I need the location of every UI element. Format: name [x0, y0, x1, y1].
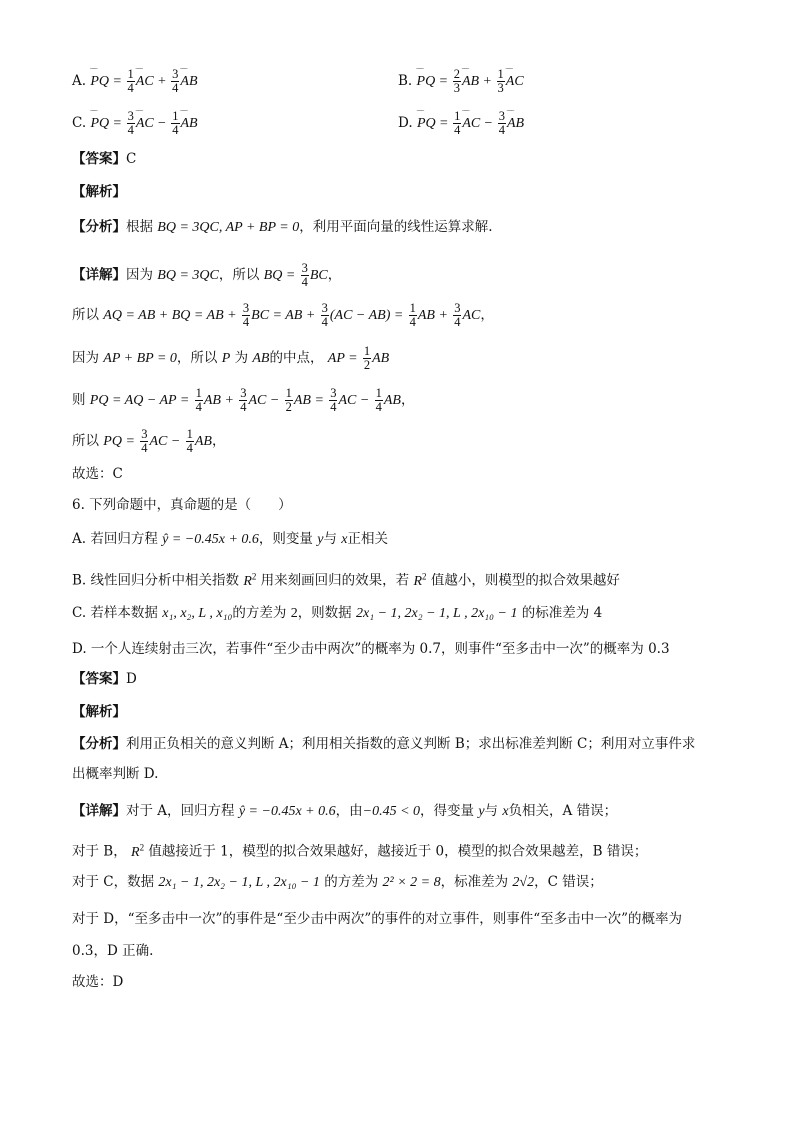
text: B. 线性回归分析中相关指数	[72, 572, 240, 589]
fraction	[239, 387, 247, 414]
numerator: 1	[409, 301, 416, 315]
q5-analysis-label	[72, 183, 126, 201]
denominator: 4	[172, 81, 179, 95]
text: 则	[72, 392, 86, 408]
equals: =	[113, 116, 122, 131]
q6-detail-b	[72, 838, 647, 862]
numerator: 3	[240, 386, 247, 400]
q6-option-a	[72, 530, 388, 549]
fenxi-label: 【分析】	[72, 736, 126, 752]
denominator: 4	[330, 400, 337, 414]
text: 的方差为	[324, 874, 379, 890]
q6-detail-d-1	[72, 910, 682, 928]
analysis-label: 【解析】	[72, 704, 126, 720]
vector-ab: ‾‾‾ AB	[462, 73, 479, 91]
math: PQ =	[103, 434, 135, 449]
text: ，C 错误；	[534, 874, 603, 890]
text: C. 若样本数据	[72, 605, 158, 621]
text: 负相关，A 错误；	[508, 803, 618, 819]
fraction	[321, 302, 329, 329]
math: P	[221, 351, 231, 366]
denominator: 4	[127, 81, 134, 95]
text: 正相关	[347, 531, 388, 547]
text: 对于 B，	[72, 843, 127, 860]
text: 为	[234, 350, 249, 366]
fraction	[453, 302, 461, 329]
q5-detail-line-3	[72, 345, 389, 372]
q5-detail-line-4	[72, 387, 414, 414]
text: 对于 D，“至多击中一次”的事件是“至少击中两次”的事件的对立事件，则事件“至多击中一次”的概率为	[72, 911, 683, 927]
numerator: 2	[453, 67, 460, 81]
fraction	[285, 387, 293, 414]
sample-data: x₁, x₂, L , x₁₀	[162, 606, 233, 621]
option-a-label: A.	[72, 73, 87, 89]
answer-label: 【答案】	[72, 671, 126, 687]
vector-equations: BQ = 3QC, AP + BP = 0	[157, 220, 300, 235]
fraction	[140, 428, 148, 455]
denominator: 4	[195, 400, 202, 414]
text: 与	[484, 803, 499, 819]
fraction	[409, 302, 417, 329]
vector-ac: ‾‾‾ AC	[462, 115, 480, 133]
exponent: 2	[251, 571, 257, 581]
vector-ac: ‾‾‾ AC	[136, 73, 154, 91]
detail-label: 【详解】	[72, 267, 126, 283]
numerator: 1	[454, 109, 461, 123]
fraction	[195, 387, 203, 414]
var-y: y	[317, 532, 324, 547]
numerator: 1	[127, 67, 134, 81]
number: 2	[290, 606, 298, 621]
text: ，	[480, 307, 494, 323]
vector-pq: ‾‾‾ PQ	[417, 73, 436, 91]
text: 用来刻画回归的效果，若	[260, 572, 410, 589]
math: PQ = AQ − AP =	[89, 393, 190, 408]
vector-ac: ‾‾‾ AC	[506, 73, 524, 91]
denominator: 4	[301, 275, 308, 289]
q6-option-d	[72, 640, 670, 658]
option-b-label: B.	[398, 73, 413, 89]
analysis-label: 【解析】	[72, 184, 126, 200]
numerator: 1	[285, 386, 292, 400]
math: AB =	[293, 393, 324, 408]
text: 出概率判断 D.	[72, 766, 159, 782]
text: 的标准差为 4	[521, 605, 603, 621]
text: ，利用平面向量的线性运算求解.	[299, 219, 493, 235]
math: AP + BP = 0	[103, 351, 177, 366]
text: ，由	[335, 803, 363, 819]
text: 的中点，	[269, 350, 324, 366]
math: (AC − AB) =	[329, 308, 404, 323]
var-y: y	[478, 804, 485, 819]
numerator: 1	[375, 386, 382, 400]
exponent: 2	[139, 842, 145, 852]
q5-choose	[72, 465, 123, 483]
denominator: 4	[375, 400, 382, 414]
denominator: 3	[453, 81, 460, 95]
equals: =	[439, 74, 448, 89]
denominator: 4	[498, 123, 505, 137]
operator: −	[484, 116, 493, 131]
math: AP =	[327, 351, 358, 366]
q5-detail-line-5	[72, 428, 225, 455]
vector-ab: ‾‾‾ AB	[507, 115, 524, 133]
numerator: 3	[454, 301, 461, 315]
text: ，所以	[218, 267, 260, 283]
text: 所以	[72, 307, 99, 323]
std-dev: 2√2	[512, 875, 535, 890]
numerator: 1	[363, 344, 371, 358]
math: AB +	[203, 393, 234, 408]
q6-stem	[72, 496, 292, 514]
text: 根据	[126, 219, 153, 235]
numerator: 3	[172, 67, 179, 81]
denominator: 4	[186, 441, 193, 455]
numerator: 1	[186, 427, 193, 441]
numerator: 3	[330, 386, 337, 400]
math: AQ = AB + BQ = AB +	[103, 308, 237, 323]
question-stem: 6. 下列命题中，真命题的是（ ）	[72, 497, 292, 513]
fraction	[127, 68, 135, 95]
operator: +	[157, 74, 166, 89]
equals: =	[113, 74, 122, 89]
q5-answer	[72, 150, 136, 168]
fraction	[329, 387, 337, 414]
math: AB	[372, 351, 390, 366]
fraction	[127, 110, 135, 137]
text: ，则变量	[258, 531, 313, 547]
var-x: x	[502, 804, 509, 819]
option-c	[72, 110, 198, 137]
exponent: 2	[422, 571, 427, 581]
numerator: 3	[321, 301, 328, 315]
denominator: 2	[363, 358, 371, 372]
transformed-data: 2x₁ − 1, 2x₂ − 1, L , 2x₁₀ − 1	[355, 606, 518, 621]
numerator: 3	[127, 109, 134, 123]
text: 值越小，则模型的拟合效果越好	[430, 572, 620, 589]
q6-answer	[72, 670, 137, 688]
text: 所以	[72, 433, 99, 449]
q6-option-b	[72, 567, 620, 591]
denominator: 4	[454, 315, 461, 329]
vector-pq: ‾‾‾ PQ	[90, 73, 109, 91]
math: AB	[383, 393, 401, 408]
denominator: 4	[127, 123, 134, 137]
q6-fenxi-1	[72, 735, 695, 753]
math: AB +	[417, 308, 448, 323]
text: 与	[323, 531, 337, 547]
math: −0.45 < 0	[362, 804, 421, 819]
text: ，得变量	[420, 803, 475, 819]
q5-fenxi	[72, 218, 493, 237]
text: 对于 A，回归方程	[126, 803, 235, 819]
denominator: 3	[497, 81, 504, 95]
math: AC −	[338, 393, 370, 408]
var-x: x	[341, 532, 348, 547]
math: BC = AB +	[251, 308, 316, 323]
fenxi-label: 【分析】	[72, 219, 126, 235]
fraction	[498, 110, 506, 137]
option-c-label: C.	[72, 115, 87, 131]
q6-analysis-label	[72, 703, 126, 721]
vector-pq: ‾‾‾ PQ	[90, 115, 109, 133]
q5-detail-line-2	[72, 302, 494, 329]
regression-equation: ŷ = −0.45x + 0.6	[162, 532, 259, 547]
denominator: 2	[285, 400, 292, 414]
variance: 2² × 2 = 8	[382, 875, 441, 890]
denominator: 4	[240, 400, 247, 414]
answer-label: 【答案】	[72, 151, 126, 167]
numerator: 3	[141, 427, 148, 441]
option-d	[398, 110, 524, 137]
option-a	[72, 68, 198, 95]
r-symbol: R	[243, 573, 252, 589]
choose-text: 故选：D	[72, 974, 124, 990]
answer-value: C	[126, 151, 137, 167]
text: 因为	[126, 267, 153, 283]
text: 的方差为	[232, 605, 287, 621]
text: ，标准差为	[440, 874, 509, 890]
text: 值越接近于 1，模型的拟合效果越好，越接近于 0，模型的拟合效果越差，B 错误；	[148, 843, 648, 860]
q6-detail-c	[72, 873, 603, 892]
r-squared	[131, 842, 145, 860]
regression-equation: ŷ = −0.45x + 0.6	[238, 804, 336, 819]
math: AB	[194, 434, 212, 449]
text: 利用正负相关的意义判断 A；利用相关指数的意义判断 B；求出标准差判断 C；利用对立事件求	[126, 736, 696, 752]
numerator: 1	[195, 386, 202, 400]
r-squared	[413, 571, 427, 589]
q6-detail-d-2	[72, 942, 153, 960]
detail-label: 【详解】	[72, 803, 126, 819]
q6-choose	[72, 973, 123, 991]
operator: −	[158, 116, 166, 131]
denominator: 4	[454, 123, 461, 137]
fraction	[497, 68, 505, 95]
numerator: 3	[301, 261, 308, 275]
choose-text: 故选：C	[72, 466, 123, 482]
text: ，	[211, 433, 226, 449]
fraction	[453, 110, 461, 137]
q6-fenxi-2	[72, 765, 158, 783]
text: D. 一个人连续射击三次，若事件“至少击中两次”的概率为 0.7，则事件“至多击中一次”的概率为 0.3	[72, 641, 670, 657]
q6-option-c	[72, 604, 602, 623]
fraction	[301, 262, 309, 289]
math: AC	[462, 308, 481, 323]
numerator: 3	[242, 301, 250, 315]
fraction	[171, 110, 179, 137]
text: ，所以	[176, 350, 218, 366]
text: ，	[327, 267, 342, 283]
q5-detail-line-1	[72, 262, 341, 289]
text: 因为	[72, 350, 99, 366]
numerator: 1	[172, 109, 179, 123]
math: AC −	[149, 434, 181, 449]
numerator: 3	[498, 109, 505, 123]
text: ，则数据	[297, 605, 352, 621]
answer-value: D	[126, 671, 137, 687]
fraction	[363, 345, 371, 372]
option-d-label: D.	[398, 115, 413, 131]
denominator: 4	[172, 123, 179, 137]
math: BQ =	[263, 268, 296, 283]
text: 0.3，D 正确.	[72, 943, 154, 959]
r-symbol: R	[131, 844, 140, 860]
math: BQ = 3QC	[157, 268, 219, 283]
option-b	[398, 68, 524, 95]
q6-detail-a	[72, 802, 617, 821]
operator: +	[483, 74, 492, 89]
vector-ab: ‾‾‾ AB	[180, 73, 197, 91]
text: 对于 C，数据	[72, 874, 155, 890]
fraction	[242, 302, 250, 329]
r-symbol: R	[413, 573, 423, 589]
math: AB	[252, 351, 270, 366]
transformed-data: 2x₁ − 1, 2x₂ − 1, L , 2x₁₀ − 1	[158, 875, 320, 890]
math: BC	[309, 268, 328, 283]
vector-ab: ‾‾‾ AB	[181, 115, 198, 133]
denominator: 4	[409, 315, 416, 329]
fraction	[453, 68, 461, 95]
vector-ac: ‾‾‾ AC	[136, 115, 154, 133]
vector-pq: ‾‾‾ PQ	[417, 115, 436, 133]
r-squared	[243, 571, 257, 589]
math: AC −	[248, 393, 280, 408]
text: A. 若回归方程	[72, 531, 158, 547]
denominator: 4	[321, 315, 328, 329]
denominator: 4	[141, 441, 148, 455]
fraction	[375, 387, 383, 414]
equals: =	[439, 116, 448, 131]
numerator: 1	[497, 67, 504, 81]
fraction	[171, 68, 179, 95]
fraction	[186, 428, 194, 455]
text: ，	[400, 392, 415, 408]
denominator: 4	[242, 315, 250, 329]
